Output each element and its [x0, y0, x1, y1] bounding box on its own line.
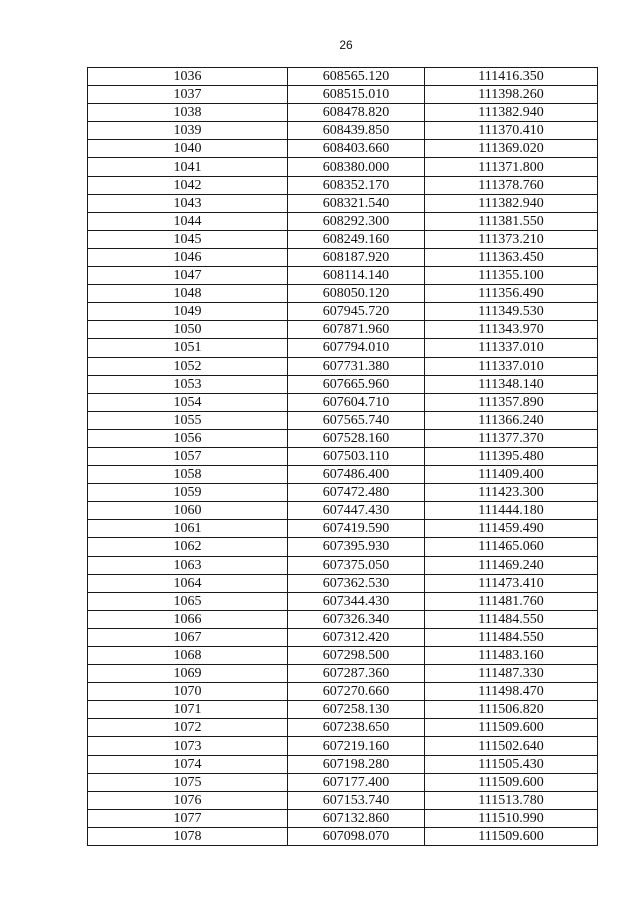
point-number-cell: 1036 [88, 68, 288, 86]
point-number-cell: 1061 [88, 520, 288, 538]
x-coordinate-cell: 608439.850 [288, 122, 425, 140]
y-coordinate-cell: 111509.600 [425, 773, 598, 791]
point-number-cell: 1050 [88, 321, 288, 339]
y-coordinate-cell: 111505.430 [425, 755, 598, 773]
table-row [88, 701, 598, 719]
y-coordinate-cell: 111378.760 [425, 176, 598, 194]
x-coordinate-cell: 608352.170 [288, 176, 425, 194]
x-coordinate-cell: 607132.860 [288, 809, 425, 827]
x-coordinate-cell: 607794.010 [288, 339, 425, 357]
point-number-cell: 1059 [88, 484, 288, 502]
x-coordinate-cell: 607472.480 [288, 484, 425, 502]
y-coordinate-cell: 111370.410 [425, 122, 598, 140]
x-coordinate-cell: 607326.340 [288, 610, 425, 628]
point-number-cell: 1067 [88, 628, 288, 646]
table-row [88, 267, 598, 285]
point-number-cell: 1066 [88, 610, 288, 628]
x-coordinate-cell: 607731.380 [288, 357, 425, 375]
table-row [88, 610, 598, 628]
point-number-cell: 1056 [88, 429, 288, 447]
x-coordinate-cell: 607665.960 [288, 375, 425, 393]
y-coordinate-cell: 111382.940 [425, 194, 598, 212]
y-coordinate-cell: 111398.260 [425, 86, 598, 104]
y-coordinate-cell: 111498.470 [425, 683, 598, 701]
y-coordinate-cell: 111373.210 [425, 230, 598, 248]
y-coordinate-cell: 111444.180 [425, 502, 598, 520]
x-coordinate-cell: 607565.740 [288, 411, 425, 429]
point-number-cell: 1071 [88, 701, 288, 719]
y-coordinate-cell: 111473.410 [425, 574, 598, 592]
x-coordinate-cell: 607604.710 [288, 393, 425, 411]
point-number-cell: 1038 [88, 104, 288, 122]
point-number-cell: 1074 [88, 755, 288, 773]
table-row [88, 520, 598, 538]
table-row [88, 230, 598, 248]
point-number-cell: 1055 [88, 411, 288, 429]
point-number-cell: 1046 [88, 248, 288, 266]
table-row [88, 447, 598, 465]
coordinates-table-body [88, 68, 598, 846]
x-coordinate-cell: 607344.430 [288, 592, 425, 610]
y-coordinate-cell: 111369.020 [425, 140, 598, 158]
table-row [88, 538, 598, 556]
x-coordinate-cell: 607153.740 [288, 791, 425, 809]
table-row [88, 556, 598, 574]
point-number-cell: 1065 [88, 592, 288, 610]
y-coordinate-cell: 111423.300 [425, 484, 598, 502]
y-coordinate-cell: 111337.010 [425, 357, 598, 375]
table-row [88, 248, 598, 266]
point-number-cell: 1054 [88, 393, 288, 411]
x-coordinate-cell: 608114.140 [288, 267, 425, 285]
y-coordinate-cell: 111465.060 [425, 538, 598, 556]
page-number: 26 [339, 38, 353, 52]
point-number-cell: 1075 [88, 773, 288, 791]
point-number-cell: 1045 [88, 230, 288, 248]
y-coordinate-cell: 111487.330 [425, 665, 598, 683]
table-row [88, 86, 598, 104]
table-row [88, 484, 598, 502]
table-row [88, 647, 598, 665]
table-row [88, 773, 598, 791]
point-number-cell: 1063 [88, 556, 288, 574]
x-coordinate-cell: 608403.660 [288, 140, 425, 158]
table-row [88, 791, 598, 809]
table-row [88, 683, 598, 701]
y-coordinate-cell: 111483.160 [425, 647, 598, 665]
table-row [88, 212, 598, 230]
coordinates-table [87, 67, 598, 846]
y-coordinate-cell: 111416.350 [425, 68, 598, 86]
table-row [88, 303, 598, 321]
y-coordinate-cell: 111510.990 [425, 809, 598, 827]
point-number-cell: 1048 [88, 285, 288, 303]
point-number-cell: 1070 [88, 683, 288, 701]
x-coordinate-cell: 607177.400 [288, 773, 425, 791]
table-row [88, 719, 598, 737]
point-number-cell: 1049 [88, 303, 288, 321]
y-coordinate-cell: 111506.820 [425, 701, 598, 719]
x-coordinate-cell: 608187.920 [288, 248, 425, 266]
x-coordinate-cell: 608565.120 [288, 68, 425, 86]
y-coordinate-cell: 111382.940 [425, 104, 598, 122]
point-number-cell: 1058 [88, 466, 288, 484]
y-coordinate-cell: 111337.010 [425, 339, 598, 357]
point-number-cell: 1039 [88, 122, 288, 140]
x-coordinate-cell: 607270.660 [288, 683, 425, 701]
point-number-cell: 1053 [88, 375, 288, 393]
y-coordinate-cell: 111484.550 [425, 628, 598, 646]
y-coordinate-cell: 111343.970 [425, 321, 598, 339]
y-coordinate-cell: 111509.600 [425, 827, 598, 845]
x-coordinate-cell: 608515.010 [288, 86, 425, 104]
y-coordinate-cell: 111469.240 [425, 556, 598, 574]
x-coordinate-cell: 608050.120 [288, 285, 425, 303]
point-number-cell: 1040 [88, 140, 288, 158]
point-number-cell: 1076 [88, 791, 288, 809]
table-row [88, 737, 598, 755]
table-row [88, 176, 598, 194]
table-row [88, 375, 598, 393]
x-coordinate-cell: 608292.300 [288, 212, 425, 230]
point-number-cell: 1062 [88, 538, 288, 556]
x-coordinate-cell: 608380.000 [288, 158, 425, 176]
table-row [88, 755, 598, 773]
x-coordinate-cell: 607298.500 [288, 647, 425, 665]
point-number-cell: 1077 [88, 809, 288, 827]
point-number-cell: 1078 [88, 827, 288, 845]
y-coordinate-cell: 111356.490 [425, 285, 598, 303]
x-coordinate-cell: 608478.820 [288, 104, 425, 122]
table-row [88, 809, 598, 827]
point-number-cell: 1064 [88, 574, 288, 592]
x-coordinate-cell: 607375.050 [288, 556, 425, 574]
x-coordinate-cell: 607871.960 [288, 321, 425, 339]
x-coordinate-cell: 607219.160 [288, 737, 425, 755]
x-coordinate-cell: 607945.720 [288, 303, 425, 321]
table-row [88, 502, 598, 520]
point-number-cell: 1073 [88, 737, 288, 755]
table-row [88, 411, 598, 429]
point-number-cell: 1037 [88, 86, 288, 104]
table-row [88, 393, 598, 411]
table-row [88, 827, 598, 845]
point-number-cell: 1041 [88, 158, 288, 176]
point-number-cell: 1069 [88, 665, 288, 683]
x-coordinate-cell: 607503.110 [288, 447, 425, 465]
table-row [88, 466, 598, 484]
x-coordinate-cell: 607198.280 [288, 755, 425, 773]
y-coordinate-cell: 111502.640 [425, 737, 598, 755]
point-number-cell: 1043 [88, 194, 288, 212]
x-coordinate-cell: 607528.160 [288, 429, 425, 447]
table-row [88, 429, 598, 447]
table-row [88, 321, 598, 339]
y-coordinate-cell: 111349.530 [425, 303, 598, 321]
y-coordinate-cell: 111355.100 [425, 267, 598, 285]
y-coordinate-cell: 111459.490 [425, 520, 598, 538]
table-row [88, 122, 598, 140]
y-coordinate-cell: 111509.600 [425, 719, 598, 737]
table-row [88, 68, 598, 86]
table-row [88, 574, 598, 592]
y-coordinate-cell: 111484.550 [425, 610, 598, 628]
x-coordinate-cell: 607395.930 [288, 538, 425, 556]
point-number-cell: 1060 [88, 502, 288, 520]
y-coordinate-cell: 111381.550 [425, 212, 598, 230]
table-row [88, 140, 598, 158]
x-coordinate-cell: 607447.430 [288, 502, 425, 520]
point-number-cell: 1047 [88, 267, 288, 285]
y-coordinate-cell: 111363.450 [425, 248, 598, 266]
x-coordinate-cell: 607312.420 [288, 628, 425, 646]
x-coordinate-cell: 608321.540 [288, 194, 425, 212]
y-coordinate-cell: 111371.800 [425, 158, 598, 176]
point-number-cell: 1042 [88, 176, 288, 194]
x-coordinate-cell: 607287.360 [288, 665, 425, 683]
x-coordinate-cell: 607362.530 [288, 574, 425, 592]
table-row [88, 665, 598, 683]
table-row [88, 357, 598, 375]
y-coordinate-cell: 111357.890 [425, 393, 598, 411]
table-row [88, 339, 598, 357]
y-coordinate-cell: 111366.240 [425, 411, 598, 429]
point-number-cell: 1051 [88, 339, 288, 357]
point-number-cell: 1044 [88, 212, 288, 230]
y-coordinate-cell: 111409.400 [425, 466, 598, 484]
point-number-cell: 1072 [88, 719, 288, 737]
x-coordinate-cell: 607419.590 [288, 520, 425, 538]
table-row [88, 194, 598, 212]
y-coordinate-cell: 111395.480 [425, 447, 598, 465]
table-row [88, 628, 598, 646]
table-row [88, 158, 598, 176]
x-coordinate-cell: 607258.130 [288, 701, 425, 719]
x-coordinate-cell: 607238.650 [288, 719, 425, 737]
x-coordinate-cell: 607098.070 [288, 827, 425, 845]
y-coordinate-cell: 111348.140 [425, 375, 598, 393]
x-coordinate-cell: 608249.160 [288, 230, 425, 248]
table-row [88, 285, 598, 303]
point-number-cell: 1068 [88, 647, 288, 665]
point-number-cell: 1052 [88, 357, 288, 375]
x-coordinate-cell: 607486.400 [288, 466, 425, 484]
point-number-cell: 1057 [88, 447, 288, 465]
y-coordinate-cell: 111513.780 [425, 791, 598, 809]
table-row [88, 592, 598, 610]
table-row [88, 104, 598, 122]
y-coordinate-cell: 111481.760 [425, 592, 598, 610]
y-coordinate-cell: 111377.370 [425, 429, 598, 447]
